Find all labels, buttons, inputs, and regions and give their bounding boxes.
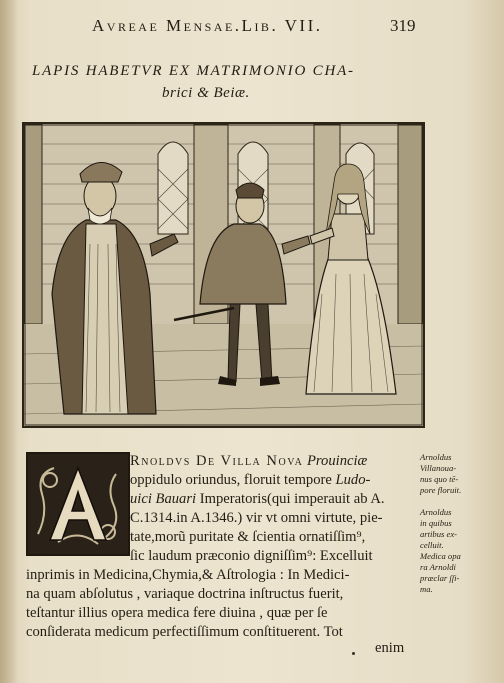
margin-note: Arnoldus xyxy=(420,507,452,517)
margin-note: pore floruit. xyxy=(420,485,462,495)
body-paragraph xyxy=(26,452,414,642)
body-line: conſiderata medicum perfectiſſimum conſtituerent. Tot xyxy=(26,624,343,640)
body-line xyxy=(26,452,414,471)
margin-note: Villanoua- xyxy=(420,463,457,473)
body-line: teſtantur illius opera medica fere diuina , quæ per ſe xyxy=(26,605,328,621)
body-line: na quam abſolutus , variaque doctrina inſtructus fuerit, xyxy=(26,586,344,602)
running-head xyxy=(0,12,504,38)
page-mark xyxy=(352,652,355,655)
engraving-plate xyxy=(22,122,425,428)
italic-phrase: uici Bauari xyxy=(130,491,197,507)
italic-phrase: Ludo- xyxy=(335,472,371,488)
margin-note: artibus ex- xyxy=(420,529,457,539)
margin-notes xyxy=(420,452,490,595)
body-line: inprimis in Medicina,Chymia,& Aſtrologia : In Medici- xyxy=(26,567,350,583)
margin-note: in quibus xyxy=(420,518,452,528)
page-gutter-shadow xyxy=(0,0,18,683)
margin-note: ra Arnoldi xyxy=(420,562,456,572)
opening-words: Rnoldvs De Villa Nova xyxy=(130,453,304,469)
body-line xyxy=(26,490,414,509)
margin-note: celluit. xyxy=(420,540,444,550)
margin-note: præclar ſſi- xyxy=(420,573,460,583)
body-text: oppidulo oriundus, floruit tempore xyxy=(130,472,332,488)
margin-note: Arnoldus xyxy=(420,452,452,462)
body-text: Imperatoris(qui imperauit ab A. xyxy=(199,491,385,507)
body-line xyxy=(26,471,414,490)
catchword: enim xyxy=(375,640,405,656)
italic-phrase: Prouinciæ xyxy=(307,453,368,469)
margin-note-spacer xyxy=(420,496,490,507)
body-line: C.1314.in A.1346.) vir vt omni virtute, pie- xyxy=(130,510,383,526)
page-number: 319 xyxy=(390,16,416,35)
body-line: ſic laudum præconio digniſſim⁹: Excelluit xyxy=(130,548,373,564)
margin-note: Medica opa xyxy=(420,551,461,561)
caption-line-2: brici & Beiæ. xyxy=(162,85,250,101)
plate-caption xyxy=(32,60,452,104)
caption-line-1: LAPIS HABETVR EX MATRIMONIO CHA- xyxy=(32,63,355,79)
margin-note: ma. xyxy=(420,584,433,594)
engraving-marriage-scene-icon xyxy=(24,124,423,426)
running-head-title: Avreae Mensae.Lib. VII. xyxy=(92,16,323,35)
margin-note: nus quo tē- xyxy=(420,474,459,484)
body-line: tate,morũ puritate & ſcientia ornatiſſim⁹, xyxy=(130,529,366,545)
